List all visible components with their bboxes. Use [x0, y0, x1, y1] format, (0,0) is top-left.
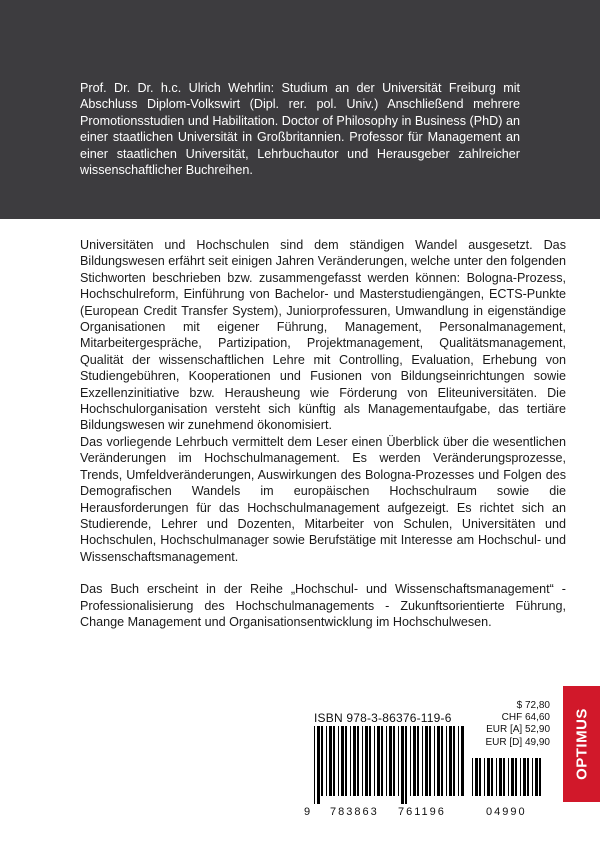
barcode-bar: [479, 758, 481, 796]
blurb: [80, 237, 566, 630]
barcode-bar: [350, 726, 351, 796]
ean-barcode: [314, 726, 464, 804]
barcode-bar: [410, 726, 411, 796]
barcode-bar: [523, 758, 526, 796]
barcode-bar: [353, 726, 356, 796]
price-eur-d: EUR [D] 49,90: [485, 736, 550, 748]
barcode-bar: [508, 758, 509, 796]
barcode-bar: [422, 726, 423, 796]
author-bio: Prof. Dr. Dr. h.c. Ulrich Wehrlin: Studium an der Universität Freiburg mit Abschluss Diplom-Volkswirt (Dipl. rer. pol. Univ.) Anschließend mehrere Promotionsstudien und Habilitation. Doctor of Philosophy in Business (PhD) an einer staatlichen Universität in Großbritannien. Professor für Management an einer staatlichen Universität, Lehrbuchautor und Herausgeber zahlreicher wissenschaftlicher Buchreihen.: [80, 81, 520, 178]
barcode-bar: [434, 726, 435, 796]
barcode-addon-digits: 04990: [486, 806, 527, 818]
barcode-bar: [532, 758, 533, 796]
barcode-bar: [484, 758, 485, 796]
barcode-bar: [365, 726, 368, 796]
barcode-bar: [496, 758, 497, 796]
barcode-bar: [499, 758, 502, 796]
barcode-digits-left: 783863: [330, 806, 379, 818]
price-list: [466, 700, 550, 749]
barcode-bar: [491, 758, 493, 796]
barcode-bar: [338, 726, 339, 796]
barcode-bar: [393, 726, 395, 796]
barcode-bar: [369, 726, 371, 796]
publisher-name: OPTIMUS: [573, 708, 590, 780]
barcode-bar: [326, 726, 327, 796]
price-eur-a: EUR [A] 52,90: [486, 724, 550, 736]
barcode-bar: [449, 726, 452, 796]
barcode-bar: [515, 758, 517, 796]
barcode-bar: [475, 758, 478, 796]
barcode-bar: [401, 726, 404, 804]
barcode-bar: [357, 726, 359, 796]
barcode-bar: [441, 726, 443, 796]
barcode-bar: [535, 758, 538, 796]
publisher-logo: [563, 686, 600, 802]
blurb-paragraph-1: Universitäten und Hochschulen sind dem ständigen Wandel ausgesetzt. Das Bildungswesen erfährt seit einigen Jahren Veränderungen, welche unter den folgenden Stichworten beschrieben bzw. zusammengefasst werden können: Bologna-Prozess, Hochschulreform, Einführung von Bachelor- und Masterstudiengängen, ECTS-Punkte (European Credit Transfer System), Juniorprofessuren, Umwandlung in eigenständige Organisationen mit eigener Führung, Management, Personalmanagement, Mitarbeitergespräche, Partizipation, Projektmanagement, Qualitätsmanagement, Qualität der wissenschaftlichen Lehre mit Controlling, Evaluation, Erhebung von Studiengebühren, Kooperationen und Fusionen von Bildungseinrichtungen sowie Exzellenzinitiative bzw. Herausheung wie Förderung von Eliteuniversitäten. Die Hochschulorganisation versteht sich künftig als Managementaufgabe, das tertiäre Bildungswesen wir zunehmend ökonomisiert.: [80, 238, 566, 433]
barcode-bar: [417, 726, 419, 796]
barcode-bar: [429, 726, 431, 796]
barcode-bar: [314, 726, 315, 804]
barcode-bar: [425, 726, 428, 796]
barcode-bar: [345, 726, 347, 796]
barcode-bar: [329, 726, 332, 796]
barcode-bar: [539, 758, 541, 796]
barcode-bar: [389, 726, 392, 796]
barcode-bar: [458, 726, 459, 796]
barcode-bar: [461, 726, 464, 796]
barcode-bar: [413, 726, 416, 796]
barcode-bar: [503, 758, 505, 796]
addon-barcode: [472, 758, 544, 804]
barcode-bar: [374, 726, 375, 796]
barcode-bar: [317, 726, 320, 804]
barcode-bar: [437, 726, 440, 796]
barcode-digits-right: 761196: [398, 806, 446, 818]
barcode-bar: [527, 758, 529, 796]
price-chf: CHF 64,60: [501, 712, 550, 724]
barcode-bar: [321, 726, 323, 796]
barcode-bar: [511, 758, 514, 796]
barcode-bar: [472, 758, 473, 796]
barcode-digit-first: 9: [304, 806, 311, 818]
barcode-bar: [377, 726, 380, 796]
barcode-bar: [381, 726, 383, 796]
barcode-bar: [453, 726, 455, 796]
price-usd: $ 72,80: [516, 700, 550, 711]
blurb-paragraph-2: Das vorliegende Lehrbuch vermittelt dem Leser einen Überblick über die wesentlichen Veränderungen im Hochschulmanagement. Es werden Veränderungsprozesse, Trends, Umfeldveränderungen, Auswirkungen des Bologna-Prozesses und Folgen des Demografischen Wandels im europäischen Hochschulraum sowie die Herausforderungen für das Hochschulmanagement aufgezeigt. Es richtet sich an Studierende, Lehrer und Dozenten, Mitarbeiter von Schulen, Universitäten und Hochschulen, Hochschulmanager sowie Berufstätige mit Interesse am Hochschul- und Wissenschaftsmanagement.: [80, 434, 566, 564]
isbn-label: ISBN 978-3-86376-119-6: [314, 711, 452, 725]
barcode-bar: [520, 758, 521, 796]
blurb-paragraph-3: Das Buch erscheint in der Reihe „Hochschul- und Wissenschaftsmanagement“ - Professionalisierung des Hochschulmanagements - Zukunftsorientierte Führung, Change Management und Organisationsentwicklung im Hochschulwesen.: [80, 582, 566, 629]
barcode-bar: [446, 726, 447, 796]
barcode-bar: [398, 726, 399, 796]
barcode-bar: [487, 758, 490, 796]
barcode-bar: [386, 726, 387, 796]
barcode-bar: [362, 726, 363, 796]
barcode-bar: [341, 726, 344, 796]
barcode-bar: [405, 726, 407, 804]
barcode-bar: [333, 726, 335, 796]
